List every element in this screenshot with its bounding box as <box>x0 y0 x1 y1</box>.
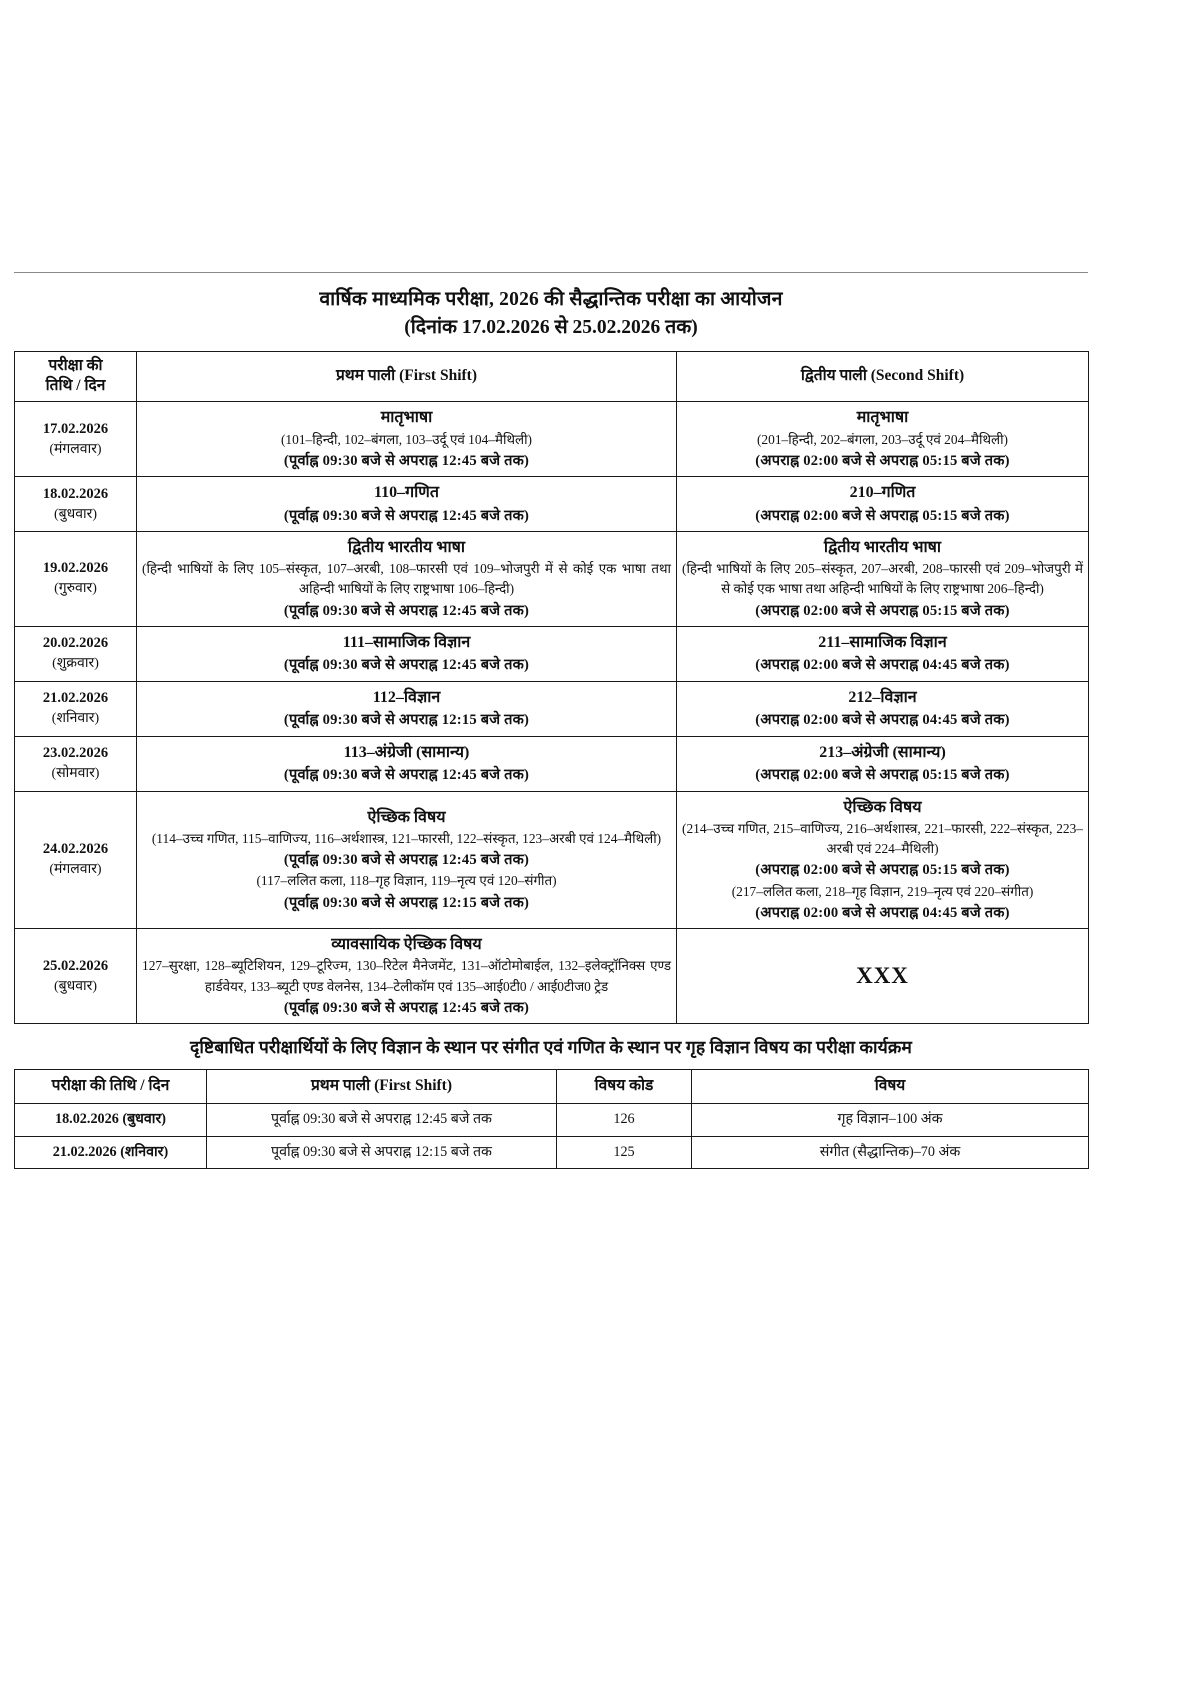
first-shift-cell <box>137 532 677 627</box>
header-date-line1: परीक्षा की <box>48 356 103 374</box>
subject-name: 211–सामाजिक विज्ञान <box>818 634 947 652</box>
exam-time: (पूर्वाह्न 09:30 बजे से अपराह्न 12:45 बजे तक) <box>283 452 530 469</box>
exam-date: 25.02.2026 <box>42 957 109 974</box>
first-shift-cell <box>137 791 677 929</box>
second-shift-cell <box>677 791 1089 929</box>
subject-name: 213–अंग्रेजी (सामान्य) <box>819 743 946 761</box>
subject-name: 110–गणित <box>374 484 439 502</box>
exam-date: 24.02.2026 <box>42 841 109 858</box>
table-row <box>15 402 1089 477</box>
subject-name: व्यावसायिक ऐच्छिक विषय <box>331 936 482 954</box>
exam-date: 19.02.2026 <box>42 560 109 577</box>
exam-time-group-a: (अपराह्न 02:00 बजे से अपराह्न 05:15 बजे तक) <box>755 861 1010 878</box>
table-row <box>15 1103 1089 1136</box>
blind-candidates-heading: दृष्टिबाधित परीक्षार्थियों के लिए विज्ञान के स्थान पर संगीत एवं गणित के स्थान पर गृह विज्ञान विषय का परीक्षा कार्यक्रम <box>190 1037 912 1058</box>
second-shift-cell <box>677 532 1089 627</box>
blind-candidates-table <box>14 1069 1089 1170</box>
exam-date: 21.02.2026 <box>42 690 109 707</box>
second-shift-cell-empty <box>677 929 1089 1024</box>
no-exam-marker: XXX <box>856 963 909 988</box>
exam-time: (पूर्वाह्न 09:30 बजे से अपराह्न 12:45 बजे तक) <box>283 999 530 1016</box>
exam-day: (मंगलवार) <box>49 441 102 457</box>
exam-time: (अपराह्न 02:00 बजे से अपराह्न 05:15 बजे तक) <box>755 452 1010 469</box>
second-shift-cell <box>677 627 1089 682</box>
subject-name: 111–सामाजिक विज्ञान <box>342 634 471 652</box>
exam-date: 18.02.2026 (बुधवार) <box>15 1103 207 1136</box>
first-shift-cell <box>137 681 677 736</box>
header-first-shift: प्रथम पाली (First Shift) <box>137 351 677 402</box>
subject-codes-group-a: (214–उच्च गणित, 215–वाणिज्य, 216–अर्थशास्त्र, 221–फारसी, 222–संस्कृत, 223–अरबी एवं 224–मैथिली) <box>682 820 1083 856</box>
subject-codes: (101–हिन्दी, 102–बंगला, 103–उर्दू एवं 104–मैथिली) <box>280 431 533 447</box>
table-header-row <box>15 351 1089 402</box>
table-row <box>15 681 1089 736</box>
exam-day: (बुधवार) <box>53 978 98 994</box>
table-row <box>15 1136 1089 1169</box>
header-date-column: परीक्षा की तिथि / दिन <box>15 1069 207 1103</box>
exam-date: 21.02.2026 (शनिवार) <box>15 1136 207 1169</box>
page-title: वार्षिक माध्यमिक परीक्षा, 2026 की सैद्धान्तिक परीक्षा का आयोजन <box>319 289 783 310</box>
exam-date: 20.02.2026 <box>42 635 109 652</box>
header-first-shift: प्रथम पाली (First Shift) <box>207 1069 557 1103</box>
exam-day: (मंगलवार) <box>49 862 102 878</box>
exam-time: (पूर्वाह्न 09:30 बजे से अपराह्न 12:45 बजे तक) <box>283 657 530 674</box>
exam-time: (अपराह्न 02:00 बजे से अपराह्न 04:45 बजे तक) <box>755 657 1010 674</box>
subject-name: द्वितीय भारतीय भाषा <box>347 539 466 557</box>
row-date-cell <box>15 532 137 627</box>
first-shift-cell <box>137 929 677 1024</box>
subject-name: ऐच्छिक विषय <box>367 808 446 826</box>
exam-day: (शनिवार) <box>51 711 100 727</box>
subject-name: मातृभाषा <box>380 409 433 427</box>
second-shift-cell <box>677 681 1089 736</box>
header-subject: विषय <box>692 1069 1089 1103</box>
row-date-cell <box>15 791 137 929</box>
exam-day: (सोमवार) <box>51 765 100 781</box>
first-shift-cell <box>137 477 677 532</box>
exam-time: (अपराह्न 02:00 बजे से अपराह्न 04:45 बजे तक) <box>755 712 1010 729</box>
subject-codes: (हिन्दी भाषियों के लिए 105–संस्कृत, 107–अरबी, 108–फारसी एवं 109–भोजपुरी में से कोई एक भाषा तथा अहिन्दी भाषियों के लिए राष्ट्रभाषा 106–हिन्दी) <box>142 561 671 597</box>
first-shift-cell <box>137 627 677 682</box>
second-shift-cell <box>677 477 1089 532</box>
subject-codes: (201–हिन्दी, 202–बंगला, 203–उर्दू एवं 204–मैथिली) <box>756 431 1009 447</box>
subject-name: द्वितीय भारतीय भाषा <box>823 539 942 557</box>
row-date-cell <box>15 681 137 736</box>
exam-time: (पूर्वाह्न 09:30 बजे से अपराह्न 12:45 बजे तक) <box>283 766 530 783</box>
table-row <box>15 736 1089 791</box>
exam-time: (पूर्वाह्न 09:30 बजे से अपराह्न 12:45 बजे तक) <box>283 507 530 524</box>
header-date-line2: तिथि / दिन <box>45 377 106 395</box>
table-header-row <box>15 1069 1089 1103</box>
table-row <box>15 477 1089 532</box>
subject-codes-group-b: (117–ललित कला, 118–गृह विज्ञान, 119–नृत्य एवं 120–संगीत) <box>256 873 557 889</box>
row-date-cell <box>15 736 137 791</box>
subject-name: 112–विज्ञान <box>372 688 441 706</box>
row-date-cell <box>15 477 137 532</box>
exam-day: (गुरुवार) <box>54 581 97 597</box>
page-subtitle-date-range: (दिनांक 17.02.2026 से 25.02.2026 तक) <box>404 317 698 339</box>
subject-codes: 127–सुरक्षा, 128–ब्यूटिशियन, 129–टूरिज्म, 130–रिटेल मैनेजमेंट, 131–ऑटोमोबाईल, 132–इलेक्ट्रॉनिक्स एण्ड हार्डवेयर, 133–ब्यूटी एण्ड वेलनेस, 134–टेलीकॉम एवं 135–आई0टी0 / आई0टीज0 ट्रेड <box>142 958 671 994</box>
subject-name: मातृभाषा <box>856 409 909 427</box>
table-row-elective <box>15 791 1089 929</box>
exam-routine-sheet <box>14 272 1088 1169</box>
exam-day: (बुधवार) <box>53 506 98 522</box>
subject-name: 212–विज्ञान <box>848 688 917 706</box>
document-title-block <box>14 272 1088 351</box>
second-shift-cell <box>677 402 1089 477</box>
subject-codes-group-a: (114–उच्च गणित, 115–वाणिज्य, 116–अर्थशास्त्र, 121–फारसी, 122–संस्कृत, 123–अरबी एवं 124–मैथिली) <box>151 830 662 846</box>
exam-day: (शुक्रवार) <box>52 656 99 672</box>
first-shift-cell <box>137 736 677 791</box>
exam-time: (अपराह्न 02:00 बजे से अपराह्न 05:15 बजे तक) <box>755 507 1010 524</box>
subject-codes: (हिन्दी भाषियों के लिए 205–संस्कृत, 207–अरबी, 208–फारसी एवं 209–भोजपुरी में से कोई एक भाषा तथा अहिन्दी भाषियों के लिए राष्ट्रभाषा 206–हिन्दी) <box>682 561 1083 597</box>
header-subject-code: विषय कोड <box>557 1069 692 1103</box>
exam-time: पूर्वाह्न 09:30 बजे से अपराह्न 12:45 बजे तक <box>207 1103 557 1136</box>
first-shift-cell <box>137 402 677 477</box>
exam-date: 23.02.2026 <box>42 744 109 761</box>
exam-time-group-b: (पूर्वाह्न 09:30 बजे से अपराह्न 12:15 बजे तक) <box>283 894 530 911</box>
header-date-column <box>15 351 137 402</box>
exam-date: 18.02.2026 <box>42 485 109 502</box>
subject-code: 125 <box>557 1136 692 1169</box>
exam-time: (पूर्वाह्न 09:30 बजे से अपराह्न 12:15 बजे तक) <box>283 712 530 729</box>
exam-date: 17.02.2026 <box>42 420 109 437</box>
exam-time: (अपराह्न 02:00 बजे से अपराह्न 05:15 बजे तक) <box>755 766 1010 783</box>
subject-name: गृह विज्ञान–100 अंक <box>692 1103 1089 1136</box>
table-row <box>15 532 1089 627</box>
table-row <box>15 627 1089 682</box>
subject-name: ऐच्छिक विषय <box>843 798 922 816</box>
subject-codes-group-b: (217–ललित कला, 218–गृह विज्ञान, 219–नृत्य एवं 220–संगीत) <box>731 883 1034 899</box>
subject-name: संगीत (सैद्धान्तिक)–70 अंक <box>692 1136 1089 1169</box>
subject-code: 126 <box>557 1103 692 1136</box>
table-row-vocational <box>15 929 1089 1024</box>
exam-schedule-table <box>14 351 1089 1025</box>
exam-time: पूर्वाह्न 09:30 बजे से अपराह्न 12:15 बजे तक <box>207 1136 557 1169</box>
subject-name: 210–गणित <box>849 484 916 502</box>
exam-time: (पूर्वाह्न 09:30 बजे से अपराह्न 12:45 बजे तक) <box>283 602 530 619</box>
header-second-shift: द्वितीय पाली (Second Shift) <box>677 351 1089 402</box>
row-date-cell <box>15 627 137 682</box>
row-date-cell <box>15 929 137 1024</box>
second-shift-cell <box>677 736 1089 791</box>
subject-name: 113–अंग्रेजी (सामान्य) <box>343 743 470 761</box>
exam-time: (अपराह्न 02:00 बजे से अपराह्न 05:15 बजे तक) <box>755 602 1010 619</box>
exam-time-group-a: (पूर्वाह्न 09:30 बजे से अपराह्न 12:45 बजे तक) <box>283 851 530 868</box>
row-date-cell <box>15 402 137 477</box>
exam-time-group-b: (अपराह्न 02:00 बजे से अपराह्न 04:45 बजे तक) <box>755 904 1010 921</box>
